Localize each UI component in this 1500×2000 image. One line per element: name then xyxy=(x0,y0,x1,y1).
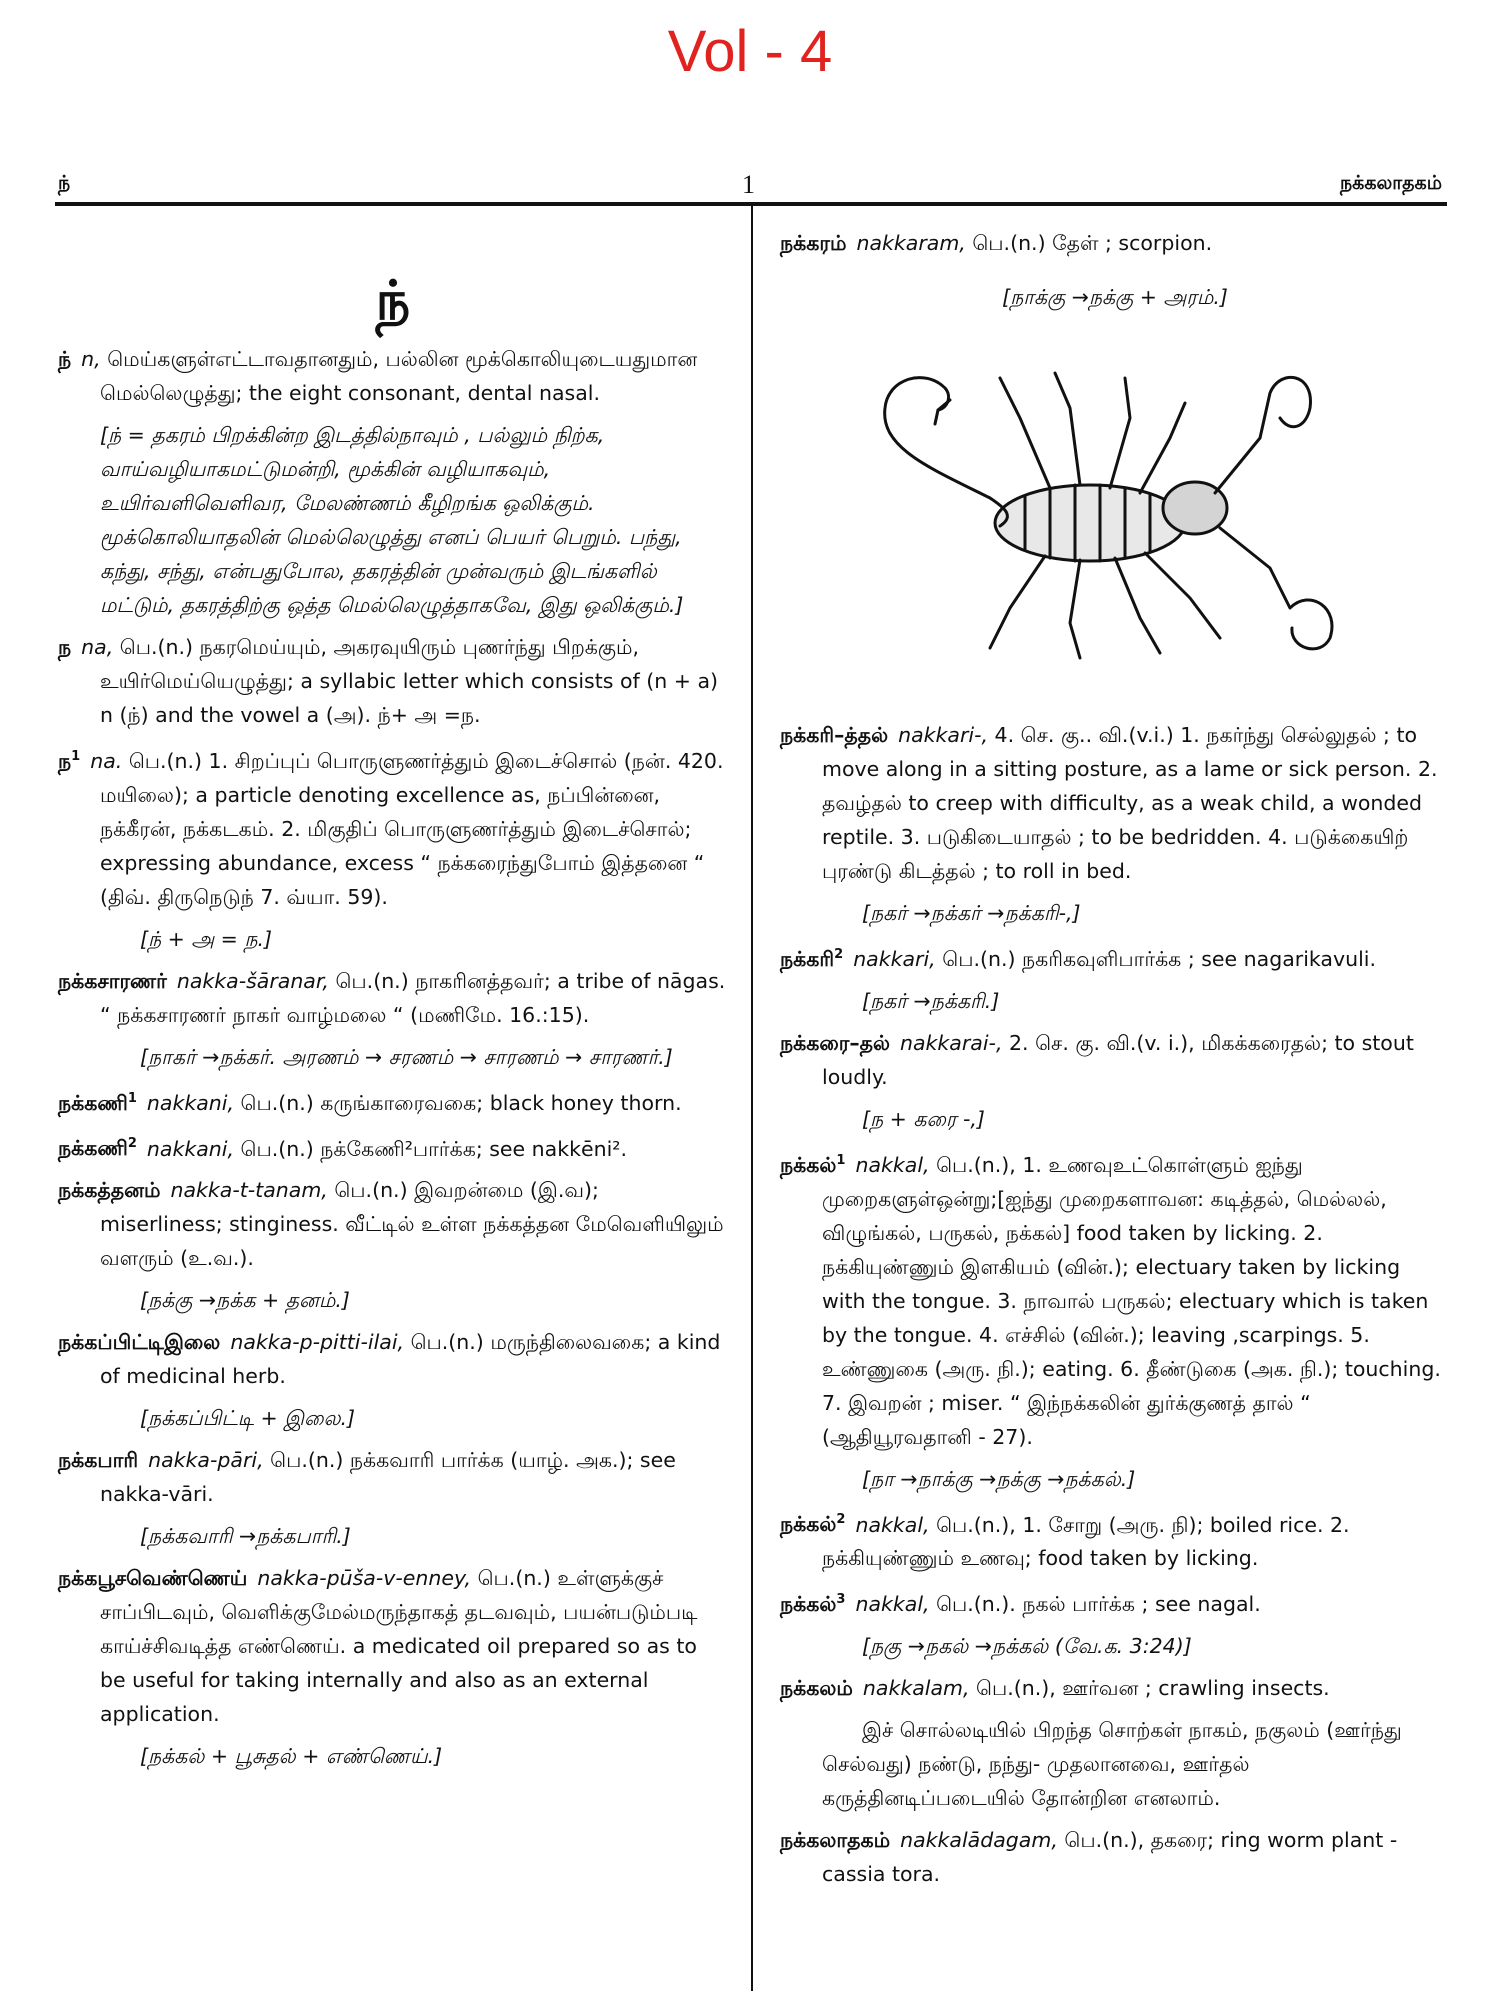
entry-headword xyxy=(780,1153,845,1177)
headword-superscript: 1 xyxy=(836,1152,846,1168)
entry-headword xyxy=(780,723,888,747)
entry-definition: பெ.(n.), 1. சோறு (அரு. நி); boiled rice. 2. நக்கியுண்ணும் உணவு; food taken by licking. xyxy=(822,1512,1350,1571)
entry-headword xyxy=(58,1330,220,1354)
dictionary-entry xyxy=(780,1671,1450,1705)
headword-text: ந xyxy=(58,635,72,659)
entry-romanization: nakka-t-tanam, xyxy=(170,1178,328,1203)
running-head-right: நக்கலாதகம் xyxy=(1339,172,1442,194)
etymology-note: [நகர் →நக்கர் →நக்கரி-,] xyxy=(862,901,1081,925)
entry-headword xyxy=(58,1136,137,1160)
entry-definition: பெ.(n.) நக்கேணி²பார்க்க; see nakkēni². xyxy=(240,1136,627,1161)
entry-paragraph: இச் சொல்லடியில் பிறந்த சொற்கள் நாகம், நகுலம் (ஊர்ந்து செல்வது) நண்டு, நந்து- முதலானவை, ஊர்தல் கருத்தினடிப்படையில் தோன்றின எனலாம். xyxy=(822,1718,1402,1811)
entry-definition: பெ.(n.) நக்கவாரி பார்க்க (யாழ். அக.); see nakka-vāri. xyxy=(100,1448,676,1507)
entry-headword xyxy=(780,1676,853,1700)
headword-superscript: 2 xyxy=(836,1512,846,1528)
headword-text: நக்கல் xyxy=(780,1592,837,1617)
headword-text: நக்கபாரி xyxy=(58,1448,139,1473)
headword-text: நக்கத்தனம் xyxy=(58,1178,161,1203)
headword-text: நக்கணி xyxy=(58,1136,128,1161)
entry-headword xyxy=(58,1566,247,1590)
headword-text: நக்கசாரணர் xyxy=(58,968,167,993)
headword-text: நக்கல் xyxy=(780,1512,837,1537)
entry-definition: மெய்களுள்எட்டாவதானதும், பல்லின மூக்கொலியுடையதுமான மெல்லெழுத்து; the eight consonant, dental nasal. xyxy=(100,347,698,405)
etymology-note: [நக்கு →நக்க + தனம்.] xyxy=(140,1288,350,1313)
entry-definition: பெ.(n.), 1. உணவுஉட்கொள்ளும் ஐந்து முறைகளுள்ஒன்று;[ஐந்து முறைகளாவன: கடித்தல், மெல்லல், விழுங்கல், பருகல், நக்கல்] food taken by licking. 2. நக்கியுண்ணும் இளகியம் (வின்.); electuary taken by licking with the tongue. 3. நாவால் பருகல்; electuary which is taken by the tongue. 4. எச்சில் (வின்.); leaving ,scarpings. 5. உண்ணுகை (அரு. நி.); eating. 6. தீண்டுகை (அக. நி.); touching. 7. இவறன் ; miser. “ இந்நக்கலின் துர்க்குணத் தால் “ (ஆதியூரவதானி - 27). xyxy=(822,1152,1441,1449)
left-column xyxy=(58,222,728,1781)
headword-superscript: 2 xyxy=(834,947,844,962)
headword-superscript: 2 xyxy=(127,1136,137,1152)
dictionary-entry xyxy=(58,1082,728,1120)
headword-superscript: 1 xyxy=(127,1090,137,1106)
right-column xyxy=(780,226,1450,1899)
entry-romanization: nakkalādagam, xyxy=(900,1828,1058,1853)
entry-romanization: na, xyxy=(81,635,114,659)
entry-definition: பெ.(n.) மருந்திலைவகை; a kind of medicinal herb. xyxy=(100,1330,721,1389)
etymology-note: [ந் + அ = ந.] xyxy=(140,926,273,951)
headword-text: ந் xyxy=(58,347,72,371)
entry-romanization: nakkal, xyxy=(855,1152,930,1177)
entry-definition: 4. செ. கு.. வி.(v.i.) 1. நகர்ந்து செல்லுதல் ; to move along in a sitting posture, as a lame or sick person. 2. தவழ்தல் to creep with difficulty, as a weak child, a wonded reptile. 3. படுகிடையாதல் ; to be bedridden. 4. படுக்கையிற் புரண்டு கிடத்தல் ; to roll in bed. xyxy=(822,723,1438,883)
entry-headword xyxy=(58,635,71,659)
headword-text: நக்கலம் xyxy=(780,1676,853,1701)
entry-definition: பெ.(n.) 1. சிறப்புப் பொருளுணர்த்தும் இடைச்சொல் (நன். 420. மயிலை); a particle denoting excellence as, நப்பின்னை, நக்கீரன், நக்கடகம். 2. மிகுதிப் பொருளுணர்த்தும் இடைச்சொல்; expressing abundance, excess “ நக்கரைந்துபோம் இத்தனை “ (திவ். திருநெடுந் 7. வ்யா. 59). xyxy=(100,748,724,909)
etymology-note: [நக்கவாரி →நக்கபாரி.] xyxy=(140,1524,351,1549)
entry-romanization: nakkal, xyxy=(855,1512,930,1537)
entry-headword xyxy=(780,1512,845,1536)
entry-romanization: nakka-pūša-v-enney, xyxy=(257,1566,472,1591)
dictionary-entry xyxy=(780,1823,1450,1891)
entry-romanization: nakkari, xyxy=(853,946,936,971)
dictionary-entry xyxy=(58,1561,728,1731)
dictionary-entry xyxy=(780,1504,1450,1576)
entry-romanization: nakkani, xyxy=(146,1136,234,1161)
entry-definition: பெ.(n.) தேள் ; scorpion. xyxy=(972,231,1213,255)
entry-romanization: n, xyxy=(81,347,101,371)
dictionary-entry xyxy=(58,1443,728,1511)
entry-headword xyxy=(780,1031,890,1055)
dictionary-entry xyxy=(58,964,728,1032)
entry-romanization: nakkarai-, xyxy=(900,1030,1003,1055)
dictionary-entry xyxy=(58,1325,728,1393)
etymology-note: [நாகர் →நக்கர். அரணம் → சரணம் → சாரணம் → சாரணர்.] xyxy=(140,1044,673,1069)
etymology-note: [நகு →நகல் →நக்கல் (வே.க. 3:24)] xyxy=(862,1634,1192,1659)
left-entries xyxy=(58,342,728,1773)
etymology-note: [ந் = தகரம் பிறக்கின்ற இடத்தில்நாவும் , பல்லும் நிற்க, வாய்வழியாகமட்டுமன்றி, மூக்கின் வழியாகவும், உயிர்வளிவெளிவர, மேலண்ணம் கீழிறங்க ஒலிக்கும். மூக்கொலியாதலின் மெல்லெழுத்து எனப் பெயர் பெறும். பந்து, கந்து, சந்து, என்பதுபோல, தகரத்தின் முன்வரும் இடங்களில் மட்டும், தகரத்திற்கு ஒத்த மெல்லெழுத்தாகவே, இது ஒலிக்கும்.] xyxy=(100,423,684,617)
entry-romanization: nakka-šāranar, xyxy=(176,968,329,993)
entry-headword xyxy=(780,1828,890,1852)
entry-romanization: nakkani, xyxy=(146,1090,234,1115)
entry-headword xyxy=(780,947,843,971)
right-top-entries xyxy=(780,226,1450,314)
entry-romanization: nakkari-, xyxy=(898,723,989,747)
entry-definition: பெ.(n.) உள்ளுக்குச் சாப்பிடவும், வெளிக்குமேல்மருந்தாகத் தடவவும், பயன்படும்படி காய்ச்சிவடித்த எண்ணெய். a medicated oil prepared so as to be useful for taking internally and also as an external application. xyxy=(100,1566,698,1727)
headword-text: நக்கரி xyxy=(780,946,835,971)
etymology-note: [நாக்கு →நக்கு + அரம்.] xyxy=(1002,285,1228,309)
entry-headword xyxy=(780,231,846,255)
entry-headword xyxy=(780,1592,845,1616)
entry-romanization: nakkalam, xyxy=(862,1676,970,1701)
entry-romanization: na. xyxy=(90,748,123,773)
dictionary-entry xyxy=(58,630,728,732)
dictionary-entry xyxy=(780,1583,1450,1621)
entry-headword xyxy=(58,969,167,993)
entry-headword xyxy=(58,1091,137,1115)
entry-definition: பெ.(n.). நகல் பார்க்க ; see nagal. xyxy=(936,1592,1261,1617)
entry-definition: பெ.(n.) கருங்காரைவகை; black honey thorn. xyxy=(240,1090,682,1115)
entry-definition: 2. செ. கு. வி.(v. i.), மிகக்கரைதல்; to stout loudly. xyxy=(822,1030,1414,1089)
entry-definition: பெ.(n.), தகரை; ring worm plant - cassia tora. xyxy=(822,1828,1398,1887)
entry-headword xyxy=(58,749,80,773)
headword-text: நக்கப்பிட்டிஇலை xyxy=(58,1330,221,1355)
etymology-note: [ந + கரை -,] xyxy=(862,1106,985,1131)
dictionary-entry xyxy=(58,1173,728,1275)
headword-text: நக்கரம் xyxy=(780,231,847,255)
dictionary-entry xyxy=(58,342,728,410)
entry-headword xyxy=(58,1178,160,1202)
section-letter: ந் xyxy=(375,269,411,332)
entry-headword xyxy=(58,347,71,371)
entry-definition: பெ.(n.) நகரமெய்யும், அகரவுயிரும் புணர்ந்து பிறக்கும், உயிர்மெய்யெழுத்து; a syllabic letter which consists of (n + a) n (ந்) and the vowel a (அ). ந்+ அ =ந. xyxy=(100,635,719,727)
dictionary-entry xyxy=(58,740,728,914)
entry-romanization: nakka-pāri, xyxy=(148,1448,264,1473)
etymology-note: [நக்கல் + பூசுதல் + எண்ணெய்.] xyxy=(140,1744,443,1769)
dictionary-entry xyxy=(780,1026,1450,1094)
headword-text: ந xyxy=(58,748,72,773)
dictionary-entry xyxy=(780,226,1450,260)
entry-romanization: nakka-p-pitti-ilai, xyxy=(230,1330,405,1355)
volume-label: Vol - 4 xyxy=(667,19,833,84)
entry-definition: பெ.(n.) நாகரினத்தவர்; a tribe of nāgas. “ நக்கசாரணர் நாகர் வாழ்மலை “ (மணிமே. 16.:15). xyxy=(100,968,726,1027)
right-entries xyxy=(780,718,1450,1891)
headword-text: நக்கலாதகம் xyxy=(780,1828,891,1853)
entry-romanization: nakkaram, xyxy=(856,231,966,255)
headword-text: நக்கபூசவெண்ணெய் xyxy=(58,1566,248,1591)
dictionary-entry xyxy=(58,1128,728,1166)
dictionary-entry xyxy=(780,938,1450,976)
headword-text: நக்கரை–தல் xyxy=(780,1030,890,1055)
etymology-note: [நக்கப்பிட்டி + இலை.] xyxy=(140,1406,356,1431)
column-divider xyxy=(751,206,753,1991)
headword-text: நக்கரி–த்தல் xyxy=(780,723,889,747)
entry-definition: பெ.(n.) இவறன்மை (இ.வ); miserliness; stinginess. வீட்டில் உள்ள நக்கத்தன மேவெளியிலும் வளரும் (உ.வ.). xyxy=(100,1178,724,1271)
running-head-left: ந் xyxy=(58,172,71,194)
headword-superscript: 1 xyxy=(71,749,81,764)
headword-text: நக்கல் xyxy=(780,1152,837,1177)
headword-superscript: 3 xyxy=(836,1592,846,1608)
entry-headword xyxy=(58,1448,138,1472)
page-number: 1 xyxy=(742,170,755,199)
entry-definition: பெ.(n.), ஊர்வன ; crawling insects. xyxy=(976,1676,1330,1701)
entry-romanization: nakkal, xyxy=(855,1592,930,1617)
headword-text: நக்கணி xyxy=(58,1090,128,1115)
etymology-note: [நகர் →நக்கரி.] xyxy=(862,988,1000,1013)
etymology-note: [நா →நாக்கு →நக்கு →நக்கல்.] xyxy=(862,1466,1136,1491)
dictionary-entry xyxy=(780,718,1450,888)
entry-definition: பெ.(n.) நகரிகவுளிபார்க்க ; see nagarikavuli. xyxy=(942,946,1377,971)
scorpion-illustration xyxy=(840,348,1350,678)
dictionary-entry xyxy=(780,1144,1450,1454)
